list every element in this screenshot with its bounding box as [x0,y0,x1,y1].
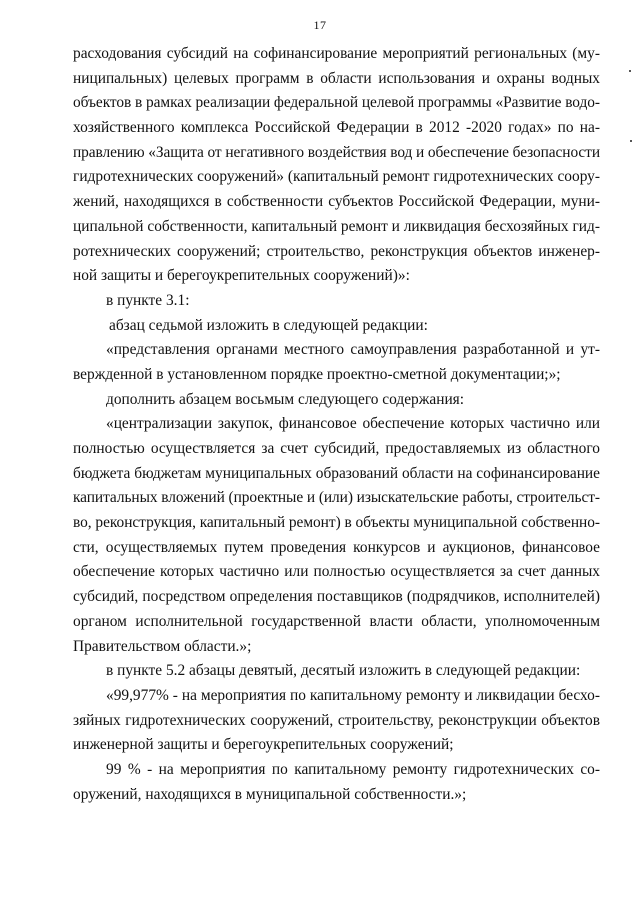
text-line: ной защиты и берегоукрепительных сооружений)»: [73,267,410,285]
text-line: зяйных гидротехнических сооружений, строительству, реконструкции объектов [73,711,600,729]
text-line: во, реконструкция, капитальный ремонт) в объекты муниципальной собственно- [73,514,601,532]
text-line: правлению «Защита от негативного воздействия вод и обеспечение безопасности [73,143,600,161]
text-line: субсидий, посредством определения поставщиков (подрядчиков, исполнителей) [73,588,600,606]
text-line: бюджета бюджетам муниципальных образований области на софинансирование [73,464,600,482]
text-line: расходования субсидий на софинансирование мероприятий региональных (му- [73,45,600,62]
text-line: жений, находящихся в собственности субъектов Российской Федерации, муни- [73,193,600,211]
text-line: ципальной собственности, капитальный ремонт и ликвидация бесхозяйных гид- [73,217,600,235]
text-line: Правительством области.»; [73,637,252,655]
text-line: 99 % - на мероприятия по капитальному ремонту гидротехнических со- [106,760,600,778]
text-line: «99,977% - на мероприятия по капитальному ремонту и ликвидации бесхо- [106,686,600,704]
text-line: ниципальных) целевых программ в области использования и охраны водных [73,69,600,87]
text-line: инженерной защиты и берегоукрепительных сооружений; [73,736,454,754]
document-body [73,42,600,807]
text-line: объектов в рамках реализации федеральной целевой программы «Развитие водо- [73,94,600,112]
text-line: оружений, находящихся в муниципальной собственности.»; [73,785,467,803]
text-line: гидротехнических сооружений» (капитальный ремонт гидротехнических соору- [73,168,601,186]
text-line: капитальных вложений (проектные и (или) изыскательские работы, строительст- [73,489,600,507]
text-line: обеспечение которых частично или полностью осуществляется за счет данных [73,563,600,581]
text-line: в пункте 5.2 абзацы девятый, десятый изложить в следующей редакции: [106,662,581,680]
text-line: «централизации закупок, финансовое обеспечение которых частично или [106,415,600,433]
text-line: хозяйственного комплекса Российской Федерации в 2012 -2020 годах» по на- [73,119,600,137]
text-line: ротехнических сооружений; строительство, реконструкция объектов инженер- [73,242,600,260]
text-line: полностью осуществляется за счет субсидий, предоставляемых из областного [73,440,600,457]
text-line: в пункте 3.1: [106,291,190,309]
scan-speck [629,70,631,72]
text-line: дополнить абзацем восьмым следующего содержания: [106,390,465,408]
scan-speck [630,140,632,142]
text-line: абзац седьмой изложить в следующей редакции: [109,316,428,334]
page-number: 17 [313,18,327,32]
text-line: сти, осуществляемых путем проведения конкурсов и аукционов, финансовое [73,538,600,556]
text-line: «представления органами местного самоуправления разработанной и ут- [106,341,600,359]
text-line: органом исполнительной государственной власти области, уполномоченным [73,612,600,630]
text-line: вержденной в установленном порядке проектно-сметной документации;»; [73,365,561,383]
